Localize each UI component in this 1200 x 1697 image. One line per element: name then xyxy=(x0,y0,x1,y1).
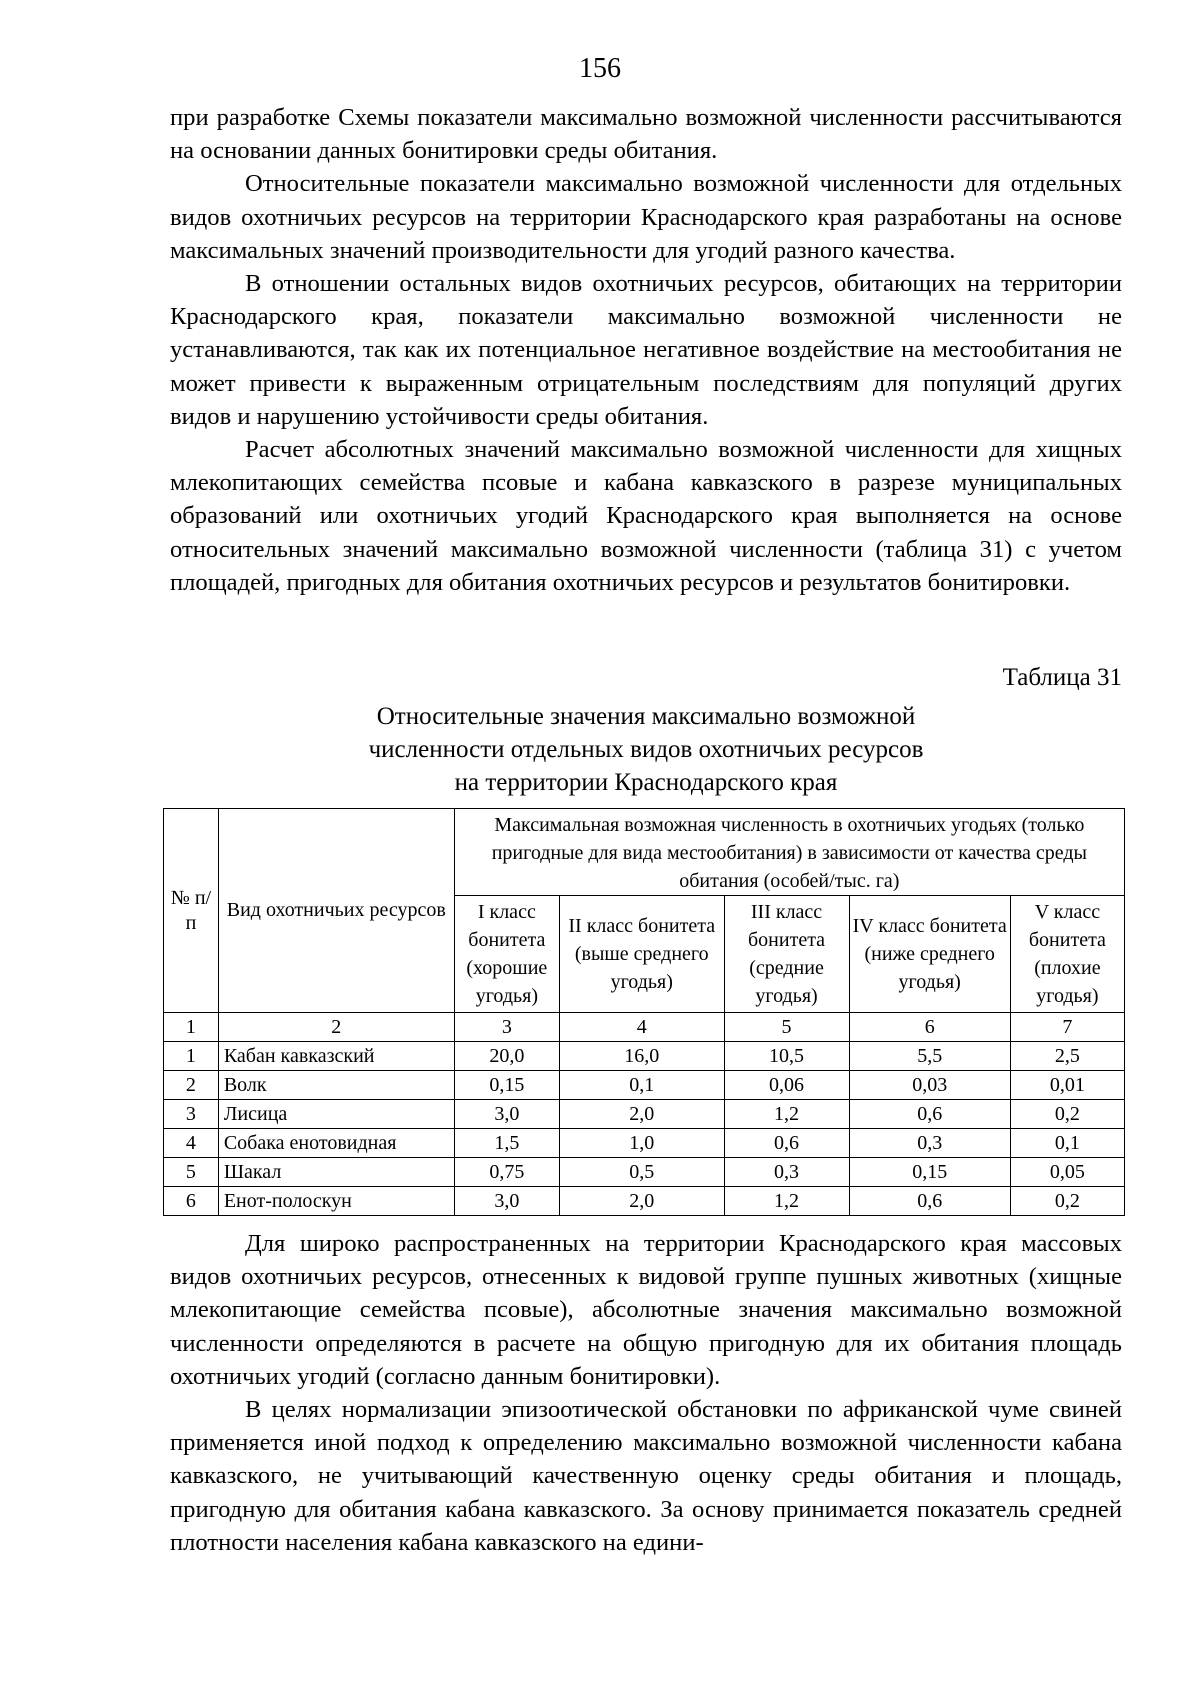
table-row xyxy=(164,1158,1125,1187)
row-value: 0,1 xyxy=(559,1071,724,1100)
row-species: Волк xyxy=(218,1071,454,1100)
row-value: 0,06 xyxy=(724,1071,849,1100)
paragraph: Расчет абсолютных значений максимально возможной численности для хищных млекопитающих семейства псовые и кабана кавказского в разрезе муниципальных образований или охотничьих угодий Краснодарского края выполняется на основе относительных значений максимально возможной численности (таблица 31) с учетом площадей, пригодных для обитания охотничьих ресурсов и результатов бонитировки. xyxy=(170,436,1122,596)
paragraph: В отношении остальных видов охотничьих ресурсов, обитающих на территории Краснодарского края, показатели максимально возможной численности не устанавливаются, так как их потенциальное негативное воздействие на местообитания не может привести к выраженным отрицательным последствиям для популяций других видов и нарушению устойчивости среды обитания. xyxy=(170,270,1122,430)
row-value: 5,5 xyxy=(849,1042,1010,1071)
column-number: 4 xyxy=(559,1013,724,1042)
table-row xyxy=(164,1071,1125,1100)
row-value: 0,1 xyxy=(1010,1129,1124,1158)
row-num: 6 xyxy=(164,1187,219,1216)
column-number: 2 xyxy=(218,1013,454,1042)
row-value: 0,75 xyxy=(454,1158,559,1187)
row-value: 16,0 xyxy=(559,1042,724,1071)
row-value: 0,15 xyxy=(849,1158,1010,1187)
row-num: 5 xyxy=(164,1158,219,1187)
row-value: 3,0 xyxy=(454,1187,559,1216)
header-class-2: II класс бонитета (выше среднего угодья) xyxy=(559,896,724,1013)
table-title xyxy=(170,700,1122,799)
table-title-line: Относительные значения максимально возможной xyxy=(376,703,916,730)
row-num: 3 xyxy=(164,1100,219,1129)
row-num: 1 xyxy=(164,1042,219,1071)
table-row xyxy=(164,1042,1125,1071)
row-value: 0,3 xyxy=(724,1158,849,1187)
header-class-1: I класс бонитета (хорошие угодья) xyxy=(454,896,559,1013)
row-value: 3,0 xyxy=(454,1100,559,1129)
table-title-line: на территории Краснодарского края xyxy=(454,769,838,796)
header-group: Максимальная возможная численность в охотничьих угодьях (только пригодные для вида местообитания) в зависимости от качества среды обитания (особей/тыс. га) xyxy=(454,809,1124,896)
table-body xyxy=(164,1013,1125,1216)
table-header-row xyxy=(164,809,1125,896)
row-value: 0,05 xyxy=(1010,1158,1124,1187)
row-value: 0,6 xyxy=(849,1100,1010,1129)
row-value: 2,5 xyxy=(1010,1042,1124,1071)
row-value: 0,2 xyxy=(1010,1100,1124,1129)
paragraph: Относительные показатели максимально возможной численности для отдельных видов охотничьих ресурсов на территории Краснодарского края разработаны на основе максимальных значений производительности для угодий разного качества. xyxy=(170,170,1122,264)
column-number: 5 xyxy=(724,1013,849,1042)
header-class-4: IV класс бонитета (ниже среднего угодья) xyxy=(849,896,1010,1013)
row-value: 1,2 xyxy=(724,1187,849,1216)
row-value: 10,5 xyxy=(724,1042,849,1071)
header-species: Вид охотничьих ресурсов xyxy=(218,809,454,1013)
row-value: 0,15 xyxy=(454,1071,559,1100)
page-number: 156 xyxy=(579,53,621,84)
column-number: 3 xyxy=(454,1013,559,1042)
table-title-line: численности отдельных видов охотничьих ресурсов xyxy=(368,736,924,763)
header-num: № п/п xyxy=(164,809,219,1013)
row-value: 0,2 xyxy=(1010,1187,1124,1216)
row-value: 2,0 xyxy=(559,1100,724,1129)
row-value: 0,5 xyxy=(559,1158,724,1187)
column-number-row xyxy=(164,1013,1125,1042)
row-species: Енот-полоскун xyxy=(218,1187,454,1216)
table-row xyxy=(164,1100,1125,1129)
row-value: 0,03 xyxy=(849,1071,1010,1100)
paragraphs-bottom xyxy=(170,1227,1122,1559)
table-label: Таблица 31 xyxy=(1002,664,1122,691)
row-value: 1,5 xyxy=(454,1129,559,1158)
paragraph: при разработке Схемы показатели максимально возможной численности рассчитываются на основании данных бонитировки среды обитания. xyxy=(170,104,1122,165)
paragraph: В целях нормализации эпизоотической обстановки по африканской чуме свиней применяется иной подход к определению максимально возможной численности кабана кавказского, не учитывающий качественную оценку среды обитания и площадь, пригодную для обитания кабана кавказского. За основу принимается показатель средней плотности населения кабана кавказского на едини- xyxy=(170,1396,1122,1556)
row-species: Собака енотовидная xyxy=(218,1129,454,1158)
row-value: 0,6 xyxy=(849,1187,1010,1216)
row-value: 1,2 xyxy=(724,1100,849,1129)
column-number: 6 xyxy=(849,1013,1010,1042)
row-value: 20,0 xyxy=(454,1042,559,1071)
row-num: 2 xyxy=(164,1071,219,1100)
row-value: 2,0 xyxy=(559,1187,724,1216)
header-class-3: III класс бонитета (средние угодья) xyxy=(724,896,849,1013)
row-species: Лисица xyxy=(218,1100,454,1129)
row-species: Шакал xyxy=(218,1158,454,1187)
header-class-5: V класс бонитета (плохие угодья) xyxy=(1010,896,1124,1013)
row-species: Кабан кавказский xyxy=(218,1042,454,1071)
table-row xyxy=(164,1187,1125,1216)
table-row xyxy=(164,1129,1125,1158)
data-table xyxy=(163,808,1125,1216)
row-value: 0,01 xyxy=(1010,1071,1124,1100)
column-number: 7 xyxy=(1010,1013,1124,1042)
paragraphs-top xyxy=(170,101,1122,599)
paragraph: Для широко распространенных на территории Краснодарского края массовых видов охотничьих ресурсов, отнесенных к видовой группе пушных животных (хищные млекопитающие семейства псовые), абсолютные значения максимально возможной численности определяются в расчете на общую пригодную для их обитания площадь охотничьих угодий (согласно данным бонитировки). xyxy=(170,1230,1122,1390)
column-number: 1 xyxy=(164,1013,219,1042)
row-value: 0,6 xyxy=(724,1129,849,1158)
row-num: 4 xyxy=(164,1129,219,1158)
row-value: 1,0 xyxy=(559,1129,724,1158)
row-value: 0,3 xyxy=(849,1129,1010,1158)
